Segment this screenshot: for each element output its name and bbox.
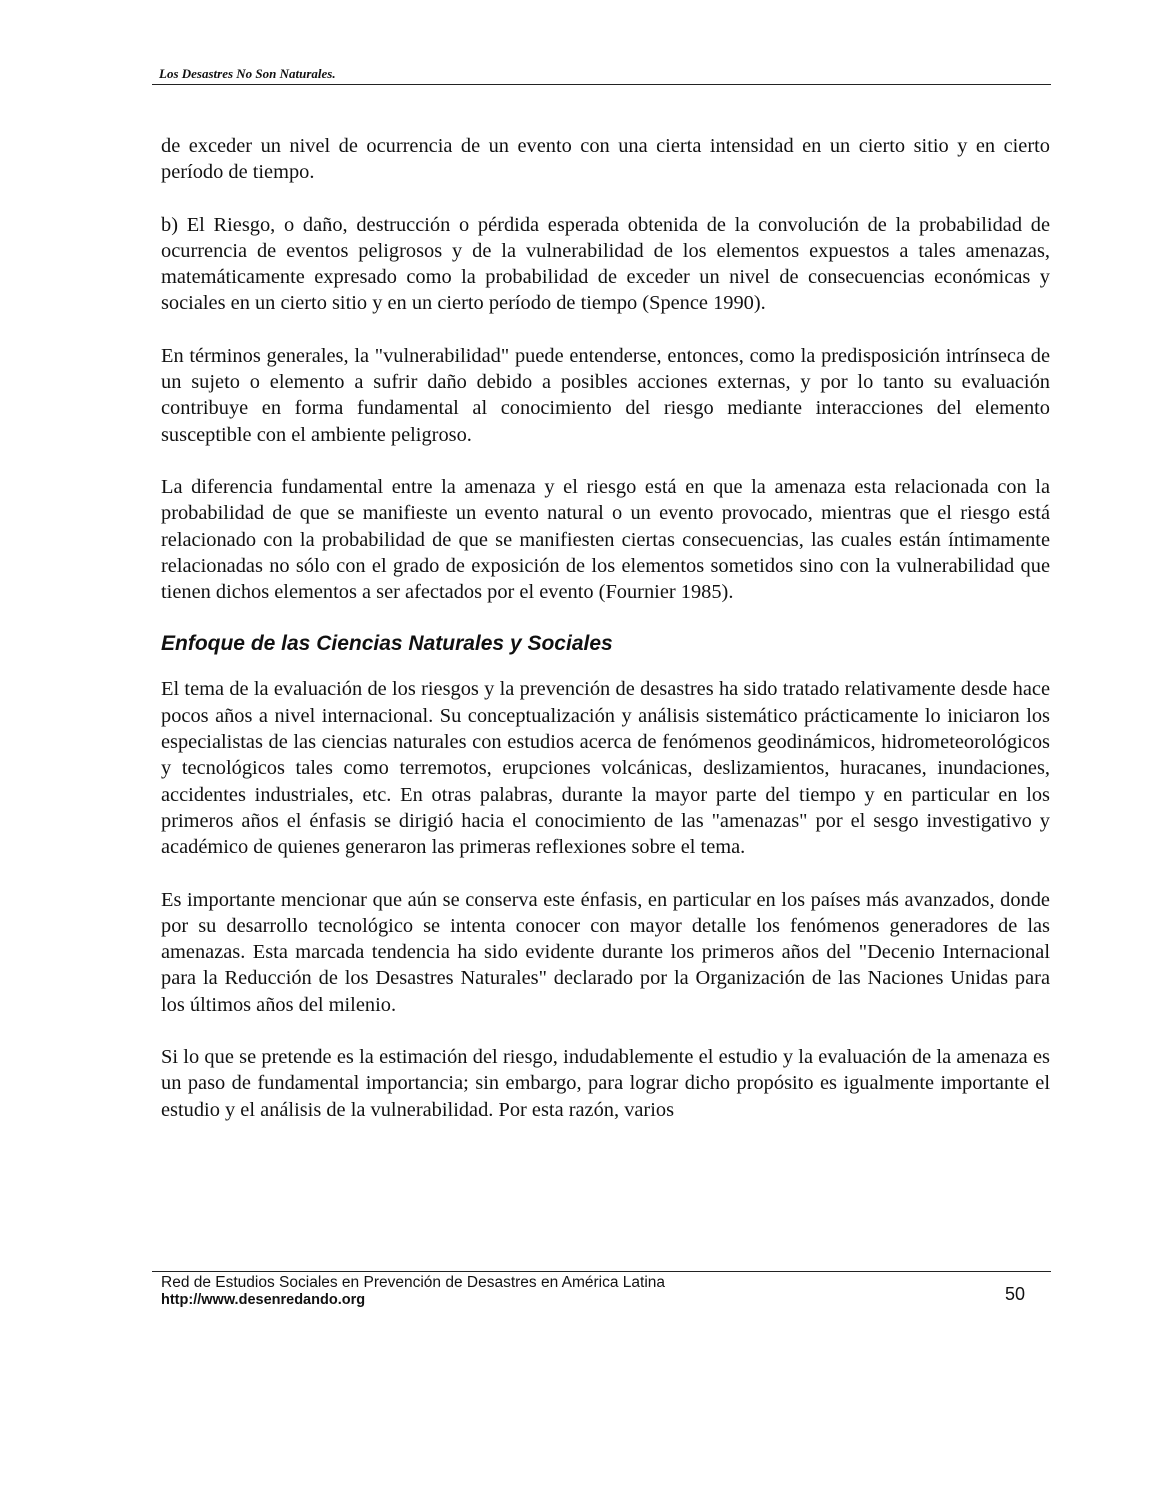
section-heading: Enfoque de las Ciencias Naturales y Sociales <box>161 632 613 656</box>
page-number: 50 <box>1005 1284 1026 1304</box>
paragraph-emphasis: Es importante mencionar que aún se conserva este énfasis, en particular en los países más avanzados, donde por su desarrollo tecnológico se intenta conocer con mayor detalle los fenómenos generadores de las amenazas. Esta marcada tendencia ha sido evidente durante los primeros años del "Decenio Internacional para la Reducción de los Desastres Naturales" declarado por la Organización de las Naciones Unidas para los últimos años del milenio. <box>161 888 1050 1016</box>
header-rule <box>152 84 1051 85</box>
paragraph-continuation: de exceder un nivel de ocurrencia de un evento con una cierta intensidad en un cierto sitio y en cierto período de tiempo. <box>161 135 1050 184</box>
paragraph-risk-definition: b) El Riesgo, o daño, destrucción o pérdida esperada obtenida de la convolución de la probabilidad de ocurrencia de eventos peligrosos y de la vulnerabilidad de los elementos expuestos a tales amenazas, matemáticamente expresado como la probabilidad de exceder un nivel de consecuencias económicas y sociales en un cierto sitio y en un cierto período de tiempo (Spence 1990). <box>161 213 1050 315</box>
body-text <box>161 133 1050 1149</box>
paragraph-risk-estimation: Si lo que se pretende es la estimación del riesgo, indudablemente el estudio y la evaluación de la amenaza es un paso de fundamental importancia; sin embargo, para lograr dicho propósito es igualmente importante el estudio y el análisis de la vulnerabilidad. Por esta razón, varios <box>161 1046 1050 1121</box>
footer-organization: Red de Estudios Sociales en Prevención de Desastres en América Latina <box>161 1274 666 1291</box>
paragraph-vulnerability: En términos generales, la "vulnerabilidad" puede entenderse, entonces, como la predisposición intrínseca de un sujeto o elemento a sufrir daño debido a posibles acciones externas, y por lo tanto su evaluación contribuye en forma fundamental al conocimiento del riesgo mediante interacciones del elemento susceptible con el ambiente peligroso. <box>161 344 1050 446</box>
paragraph-risk-evaluation-history: El tema de la evaluación de los riesgos y la prevención de desastres ha sido tratado relativamente desde hace pocos años a nivel internacional. Su conceptualización y análisis sistemático prácticamente lo iniciaron los especialistas de las ciencias naturales con estudios acerca de fenómenos geodinámicos, hidrometeorológicos y tecnológicos tales como terremotos, erupciones volcánicas, deslizamientos, huracanes, inundaciones, accidentes industriales, etc. En otras palabras, durante la mayor parte del tiempo y en particular en los primeros años el énfasis se dirigió hacia el conocimiento de las "amenazas" por el sesgo investigativo y académico de quienes generaron las primeras reflexiones sobre el tema. <box>161 678 1050 859</box>
footer-url-link[interactable]: http://www.desenredando.org <box>161 1292 366 1308</box>
footer-rule <box>152 1271 1051 1272</box>
running-header: Los Desastres No Son Naturales. <box>159 66 336 81</box>
paragraph-threat-vs-risk: La diferencia fundamental entre la amenaza y el riesgo está en que la amenaza esta relacionada con la probabilidad de que se manifieste un evento natural o un evento provocado, mientras que el riesgo está relacionado con la probabilidad de que se manifiesten ciertas consecuencias, las cuales están íntimamente relacionadas no sólo con el grado de exposición de los elementos sometidos sino con la vulnerabilidad que tienen dichos elementos a ser afectados por el evento (Fournier 1985). <box>161 475 1050 604</box>
